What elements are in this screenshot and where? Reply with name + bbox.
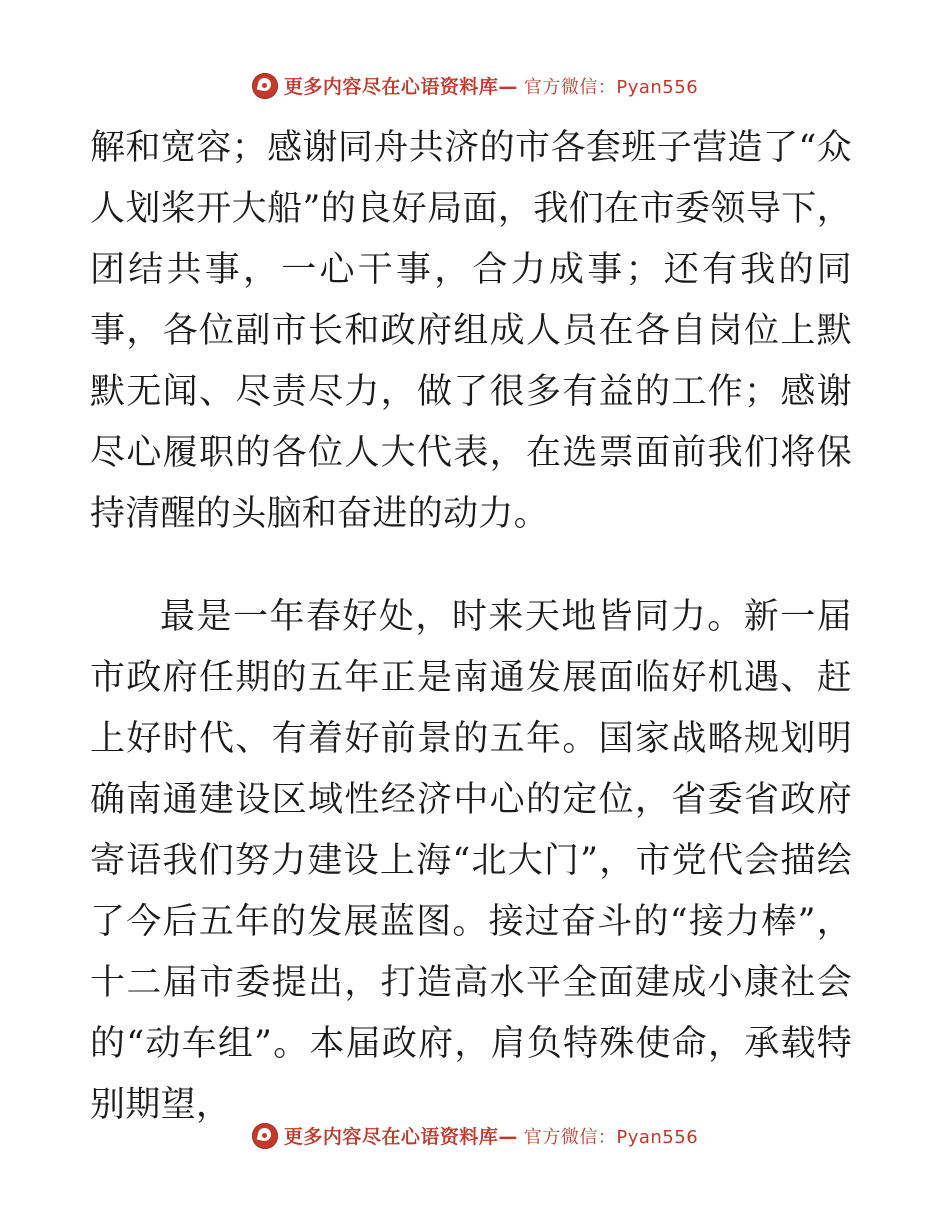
paragraph-1: 解和宽容；感谢同舟共济的市各套班子营造了“众人划桨开大船”的良好局面，我们在市委领导下，团结共事，一心干事，合力成事；还有我的同事，各位副市长和政府组成人员在各自岗位上默默无闻、尽责尽力，做了很多有益的工作；感谢尽心履职的各位人大代表，在选票面前我们将保持清醒的头脑和奋进的动力。: [90, 128, 852, 534]
heart-logo-icon: [252, 1123, 278, 1149]
watermark-top: [0, 72, 950, 99]
watermark-top-main-text: 更多内容尽在心语资料库—: [283, 76, 518, 98]
watermark-bottom: [0, 1122, 950, 1149]
watermark-bottom-secondary-text: 官方微信：Pyan556: [523, 1126, 699, 1148]
heart-logo-icon: [252, 73, 278, 99]
paragraph-2: 最是一年春好处，时来天地皆同力。新一届市政府任期的五年正是南通发展面临好机遇、赶上好时代、有着好前景的五年。国家战略规划明确南通建设区域性经济中心的定位，省委省政府寄语我们努力建设上海“北大门”，市党代会描绘了今后五年的发展蓝图。接过奋斗的“接力棒”，十二届市委提出，打造高水平全面建成小康社会的“动车组”。本届政府，肩负特殊使命，承载特别期望，: [90, 597, 852, 1125]
watermark-top-secondary-text: 官方微信：Pyan556: [523, 76, 699, 98]
document-body: [90, 118, 852, 1136]
watermark-bottom-main-text: 更多内容尽在心语资料库—: [283, 1126, 518, 1148]
